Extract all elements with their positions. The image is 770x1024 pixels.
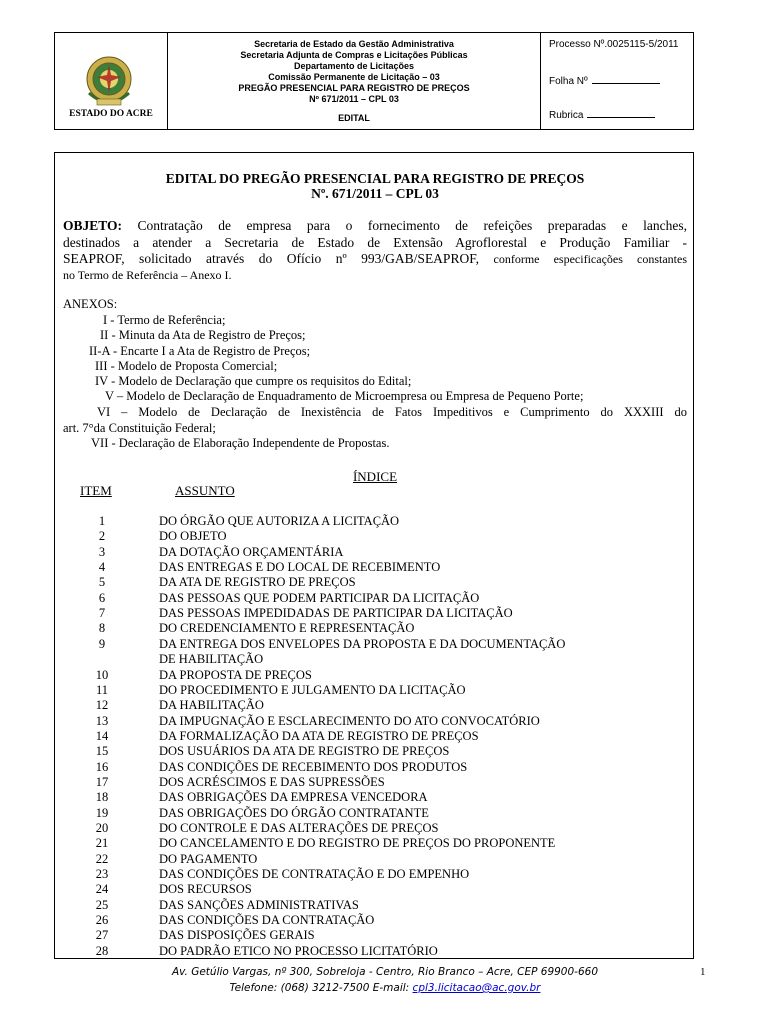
item-subject: DAS CONDIÇÕES DA CONTRATAÇÃO	[159, 913, 375, 928]
table-row	[55, 514, 695, 529]
table-row	[55, 852, 695, 867]
objeto-line	[63, 250, 687, 268]
header-edital: EDITAL	[338, 113, 370, 123]
table-row	[55, 729, 695, 744]
item-subject: DA IMPUGNAÇÃO E ESCLARECIMENTO DO ATO CONVOCATÓRIO	[159, 713, 540, 728]
item-number: 17	[95, 774, 109, 789]
item-subject: DAS DISPOSIÇÕES GERAIS	[159, 928, 315, 943]
indice-title: ÍNDICE	[352, 469, 398, 484]
header-line: Secretaria de Estado da Gestão Administrativa	[254, 39, 454, 49]
column-header-assunto: ASSUNTO	[175, 483, 235, 498]
column-header-item: ITEM	[80, 483, 112, 498]
header-logo-cell	[55, 33, 168, 129]
item-number: 24	[95, 882, 109, 897]
item-number: 13	[95, 713, 109, 728]
table-row	[55, 836, 695, 851]
rubrica-label: Rubrica	[549, 110, 584, 121]
item-number: 3	[98, 544, 106, 559]
table-row	[55, 806, 695, 821]
footer-contact	[0, 982, 770, 994]
item-subject: DAS ENTREGAS E DO LOCAL DE RECEBIMENTO	[159, 560, 441, 575]
table-row	[55, 560, 695, 575]
item-subject: DAS PESSOAS QUE PODEM PARTICIPAR DA LICITAÇÃO	[159, 590, 480, 605]
table-row	[55, 591, 695, 606]
table-row	[55, 821, 695, 836]
table-row	[55, 913, 695, 928]
folha-label: Folha Nº	[549, 76, 588, 87]
table-row	[55, 606, 695, 621]
item-number: 12	[95, 698, 109, 713]
item-subject: DO CONTROLE E DAS ALTERAÇÕES DE PREÇOS	[159, 821, 439, 835]
anexo-item: VII - Declaração de Elaboração Independente de Propostas.	[91, 436, 390, 450]
item-subject: DAS CONDIÇÕES DE RECEBIMENTO DOS PRODUTOS	[159, 759, 468, 774]
item-subject: DA ATA DE REGISTRO DE PREÇOS	[159, 575, 356, 590]
table-row	[55, 944, 695, 959]
item-number: 9	[98, 636, 106, 651]
item-number: 4	[98, 560, 106, 575]
rubrica-blank-line	[587, 109, 655, 118]
folha-field	[549, 75, 660, 87]
objeto-line	[63, 217, 687, 234]
header-line: Secretaria Adjunta de Compras e Licitações Públicas	[240, 50, 468, 60]
item-subject: DOS USUÁRIOS DA ATA DE REGISTRO DE PREÇOS	[159, 744, 450, 759]
item-number: 28	[95, 943, 109, 958]
item-subject: DA FORMALIZAÇÃO DA ATA DE REGISTRO DE PREÇOS	[159, 728, 479, 743]
process-number: Processo Nº.0025115-5/2011	[549, 39, 679, 50]
anexo-item: II-A - Encarte I a Ata de Registro de Preços;	[89, 344, 311, 358]
item-number: 26	[95, 913, 109, 928]
header-line: Departamento de Licitações	[293, 61, 415, 71]
footer-phone: Telefone: (068) 3212-7500 E-mail:	[229, 982, 410, 994]
item-subject: DAS CONDIÇÕES DE CONTRATAÇÃO E DO EMPENHO	[159, 867, 470, 882]
table-row	[55, 928, 695, 943]
item-subject: DOS RECURSOS	[159, 882, 252, 897]
objeto-line: destinados a atender a Secretaria de Estado de Extensão Agroflorestal e Produção Familiar -	[63, 235, 687, 250]
edital-body	[54, 152, 694, 959]
item-number: 23	[95, 867, 109, 882]
item-subject: DAS OBRIGAÇÕES DA EMPRESA VENCEDORA	[159, 790, 428, 805]
item-number: 5	[98, 575, 106, 590]
item-number: 25	[95, 897, 109, 912]
anexo-item: III - Modelo de Proposta Comercial;	[95, 359, 278, 373]
item-number: 8	[98, 621, 106, 636]
anexo-item: art. 7°da Constituição Federal;	[63, 421, 216, 435]
table-row	[55, 575, 695, 590]
table-row	[55, 760, 695, 775]
anexo-item: I - Termo de Referência;	[103, 313, 226, 327]
table-row	[55, 668, 695, 683]
footer-email-link[interactable]: cpl3.licitacao@ac.gov.br	[412, 982, 541, 994]
item-subject: DOS ACRÉSCIMOS E DAS SUPRESSÕES	[159, 774, 385, 789]
header-line: Comissão Permanente de Licitação – 03	[268, 72, 440, 82]
table-row	[55, 714, 695, 729]
header-org-lines	[168, 39, 540, 105]
table-row	[55, 744, 695, 759]
item-number: 7	[98, 606, 106, 621]
page-number: 1	[700, 966, 706, 978]
item-subject: DAS PESSOAS IMPEDIDADAS DE PARTICIPAR DA LICITAÇÃO	[159, 606, 513, 621]
objeto-label: OBJETO:	[63, 218, 123, 233]
folha-blank-line	[592, 75, 660, 84]
item-subject: DE HABILITAÇÃO	[159, 652, 264, 667]
objeto-line: no Termo de Referência – Anexo I.	[63, 268, 232, 282]
rubrica-field	[549, 109, 655, 121]
table-row	[55, 652, 695, 667]
edital-number: Nº. 671/2011 – CPL 03	[311, 186, 439, 201]
item-number: 20	[95, 821, 109, 835]
anexo-item: II - Minuta da Ata de Registro de Preços;	[100, 328, 306, 342]
header-title-cell	[168, 33, 541, 129]
header-line: Nº 671/2011 – CPL 03	[309, 94, 399, 104]
item-subject: DO CANCELAMENTO E DO REGISTRO DE PREÇOS DO PROPONENTE	[159, 836, 556, 851]
table-row	[55, 621, 695, 636]
item-number: 6	[98, 590, 106, 605]
table-row	[55, 529, 695, 544]
header-process-cell	[541, 33, 693, 129]
footer-address: Av. Getúlio Vargas, nº 300, Sobreloja - Centro, Rio Branco – Acre, CEP 69900-660	[172, 966, 598, 978]
item-subject: DA HABILITAÇÃO	[159, 698, 264, 713]
item-number: 15	[95, 744, 109, 759]
state-name: ESTADO DO ACRE	[69, 109, 153, 119]
table-row	[55, 882, 695, 897]
state-coat-of-arms-icon	[83, 55, 135, 109]
item-subject: DO OBJETO	[159, 529, 227, 544]
table-row	[55, 698, 695, 713]
item-subject: DO PADRÃO ETICO NO PROCESSO LICITATÓRIO	[159, 943, 438, 958]
item-number: 14	[95, 728, 109, 743]
table-row	[55, 898, 695, 913]
document-header	[54, 32, 694, 130]
item-subject: DAS OBRIGAÇÕES DO ÓRGÃO CONTRATANTE	[159, 805, 429, 820]
item-number: 22	[95, 851, 109, 866]
item-number: 10	[95, 667, 109, 682]
item-number: 19	[95, 805, 109, 820]
item-number: 11	[95, 682, 109, 697]
item-number: 21	[95, 836, 109, 851]
objeto-text: conforme especificações constantes	[493, 252, 687, 266]
anexo-item: V – Modelo de Declaração de Enquadramento de Microempresa ou Empresa de Pequeno Porte;	[105, 389, 584, 403]
item-number: 16	[95, 759, 109, 774]
table-row	[55, 545, 695, 560]
item-number: 1	[98, 514, 106, 528]
item-number: 18	[95, 790, 109, 805]
item-number: 27	[95, 928, 109, 943]
item-subject: DAS SANÇÕES ADMINISTRATIVAS	[159, 897, 359, 912]
objeto-text: Contratação de empresa para o fornecimento de refeições preparadas e lanches,	[137, 218, 687, 233]
table-row	[55, 637, 695, 652]
anexo-item: IV - Modelo de Declaração que cumpre os requisitos do Edital;	[95, 374, 412, 388]
item-number: 2	[98, 529, 106, 544]
item-subject: DO PAGAMENTO	[159, 851, 258, 866]
item-subject: DA ENTREGA DOS ENVELOPES DA PROPOSTA E DA DOCUMENTAÇÃO	[159, 636, 566, 651]
table-row	[55, 775, 695, 790]
table-row	[55, 790, 695, 805]
objeto-text: SEAPROF, solicitado através do Ofício nº 993/GAB/SEAPROF,	[63, 251, 479, 266]
item-subject: DO PROCEDIMENTO E JULGAMENTO DA LICITAÇÃO	[159, 682, 466, 697]
item-subject: DO CREDENCIAMENTO E REPRESENTAÇÃO	[159, 621, 415, 636]
item-subject: DA DOTAÇÃO ORÇAMENTÁRIA	[159, 544, 344, 559]
item-subject: DO ÓRGÃO QUE AUTORIZA A LICITAÇÃO	[159, 514, 400, 528]
anexo-item: VI – Modelo de Declaração de Inexistência de Fatos Impeditivos e Cumprimento do XXXIII do	[97, 405, 687, 419]
anexos-heading: ANEXOS:	[63, 297, 118, 311]
table-row	[55, 867, 695, 882]
header-line: PREGÃO PRESENCIAL PARA REGISTRO DE PREÇOS	[238, 83, 470, 93]
item-subject: DA PROPOSTA DE PREÇOS	[159, 667, 312, 682]
edital-title: EDITAL DO PREGÃO PRESENCIAL PARA REGISTRO DE PREÇOS	[165, 171, 585, 186]
table-row	[55, 683, 695, 698]
